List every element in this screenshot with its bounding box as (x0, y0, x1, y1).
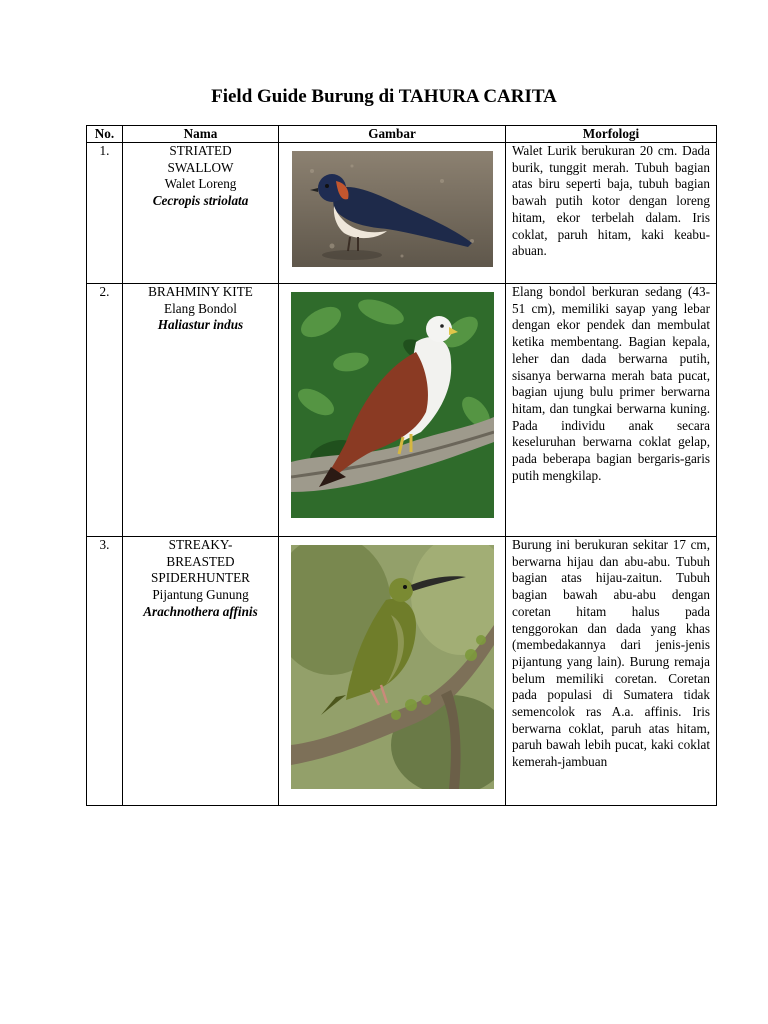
header-morfologi: Morfologi (506, 126, 717, 143)
english-name: SPIDERHUNTER (151, 570, 250, 586)
table-row (87, 537, 717, 806)
english-name: BREASTED (166, 553, 235, 569)
local-name: Pijantung Gunung (152, 587, 249, 603)
header-no: No. (87, 126, 123, 143)
scientific-name: Haliastur indus (157, 317, 244, 333)
english-name: SWALLOW (167, 159, 234, 175)
row-number: 2. (87, 284, 123, 537)
morfologi-cell: Walet Lurik berukuran 20 cm. Dada burik, tunggit merah. Tubuh bagian atas biru seperti baja, tubuh bagian bawah putih kotor dengan loreng hitam, ekor terbelah dalam. Iris coklat, paruh hitam, kaki keabu-abuan. (506, 143, 717, 284)
header-gambar: Gambar (279, 126, 506, 143)
kite-photo (291, 292, 494, 518)
local-name: Elang Bondol (164, 300, 237, 316)
spiderhunter-photo (291, 545, 494, 789)
bird-name-cell (123, 537, 279, 806)
bird-table (86, 125, 717, 806)
english-name: BRAHMINY KITE (148, 284, 253, 299)
bird-name-cell (123, 284, 279, 537)
local-name: Walet Loreng (164, 176, 237, 192)
bird-image-cell (279, 284, 506, 537)
bird-name-cell (123, 143, 279, 284)
table-header-row (87, 126, 717, 143)
table-row (87, 143, 717, 284)
bird-image-cell (279, 537, 506, 806)
table-row (87, 284, 717, 537)
swallow-photo (292, 151, 493, 267)
morfologi-cell: Burung ini berukuran sekitar 17 cm, berwarna hijau dan abu-abu. Tubuh bagian atas hijau-zaitun. Tubuh bagian bawah abu-abu dengan coretan hitam halus pada tenggorokan dan dada yang khas (membedakannya dari jenis-jenis pijantung yang lain). Burung remaja belum memiliki coretan. Coretan pada populasi di Sumatera tidak semencolok ras A.a. affinis. Iris berwarna coklat, paruh atas hitam, paruh bawah lebih pucat, kaki coklat kemerah-jambuan (506, 537, 717, 806)
english-name: STREAKY- (168, 537, 233, 552)
english-name: STRIATED (169, 143, 232, 158)
header-nama: Nama (123, 126, 279, 143)
bird-image-cell (279, 143, 506, 284)
row-number: 1. (87, 143, 123, 284)
scientific-name: Cecropis striolata (152, 193, 249, 209)
scientific-name: Arachnothera affinis (143, 603, 258, 619)
row-number: 3. (87, 537, 123, 806)
page-title: Field Guide Burung di TAHURA CARITA (211, 86, 557, 107)
morfologi-cell: Elang bondol berkuran sedang (43-51 cm), memiliki sayap yang lebar dengan ekor pendek dan membulat ketika membentang. Bagian kepala, leher dan dada berwarna putih, sisanya berwarna merah bata pucat, bagian ujung bulu primer berwarna hitam, dan tungkai berwarna kuning. Pada individu anak secara keseluruhan berwarna coklat gelap, pada beberapa bagian bergaris-garis putih mengkilap. (506, 284, 717, 537)
